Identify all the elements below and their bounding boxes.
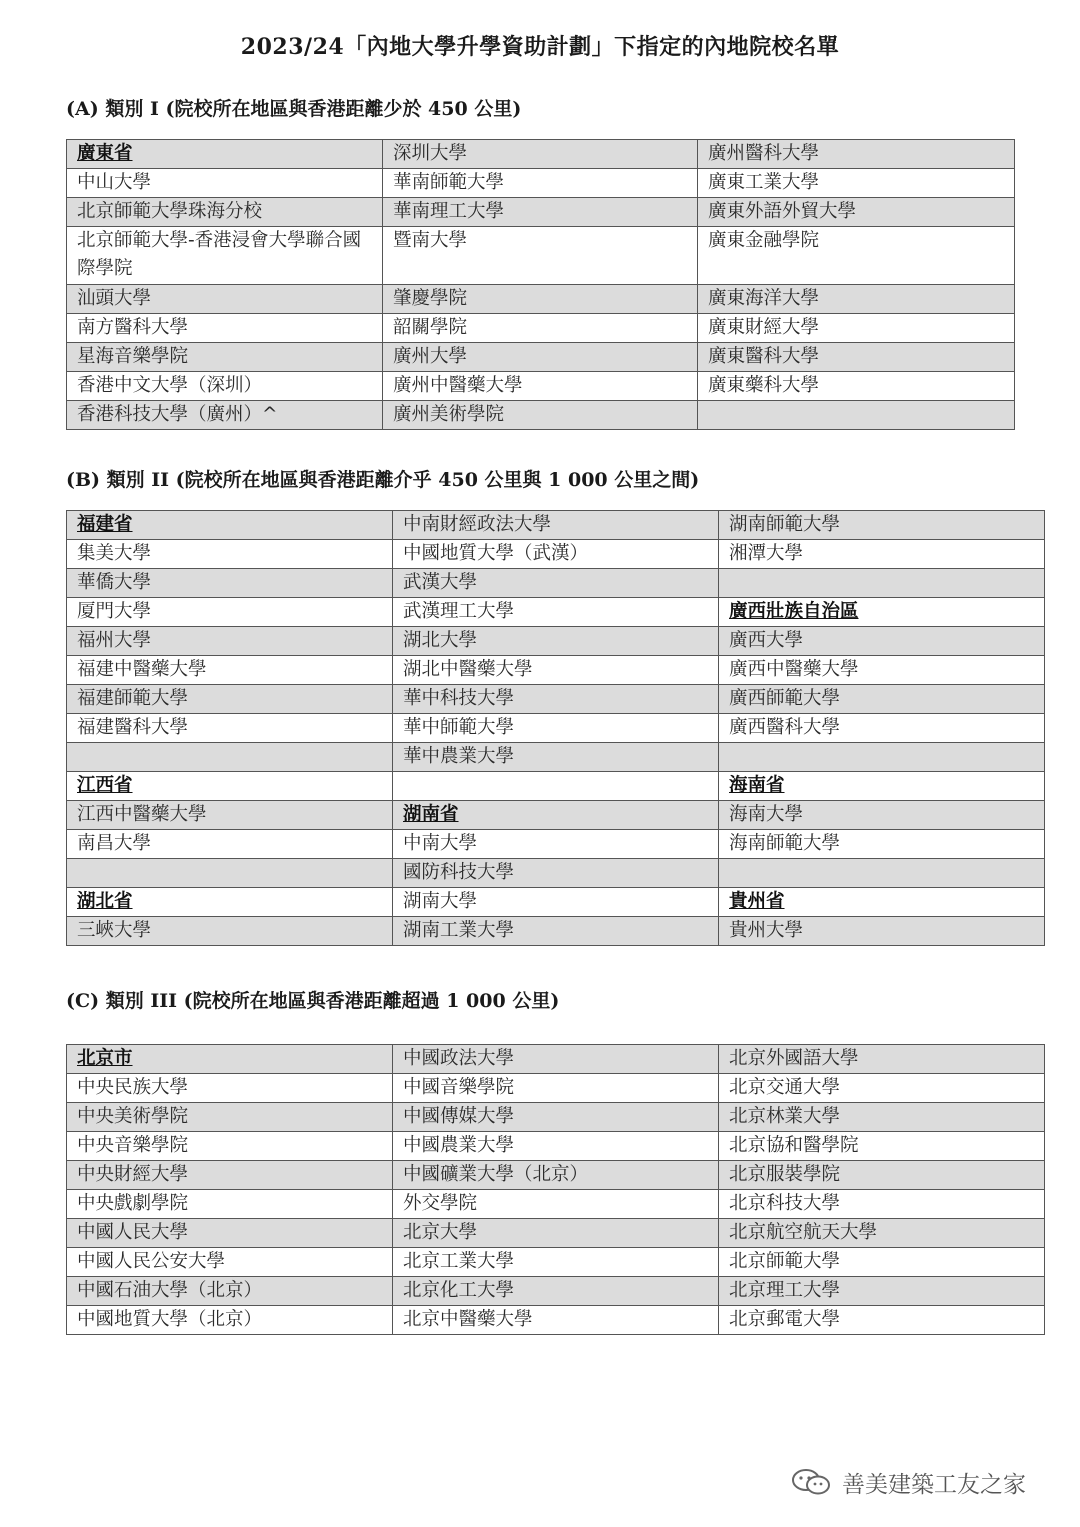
watermark-text: 善美建築工友之家 [842, 1471, 1026, 1498]
institution-name: 中山大學 [77, 172, 152, 193]
institution-name: 中央戲劇學院 [77, 1193, 189, 1214]
institution-name: 海南師範大學 [729, 833, 841, 854]
institution-cell [383, 314, 698, 343]
institution-name: 北京工業大學 [403, 1251, 515, 1272]
institution-cell [393, 1103, 719, 1132]
section-c-heading: (C) 類別 III (院校所在地區與香港距離超過 1 000 公里) [66, 990, 560, 1012]
institution-name: 湖南工業大學 [403, 920, 515, 941]
institution-cell [67, 685, 393, 714]
institution-cell [67, 569, 393, 598]
institution-cell [719, 569, 1045, 598]
institution-cell [719, 743, 1045, 772]
institution-name: 華中農業大學 [403, 746, 515, 767]
institution-cell [719, 830, 1045, 859]
table-row [67, 343, 1015, 372]
institution-name: 星海音樂學院 [77, 346, 189, 367]
institution-cell [393, 511, 719, 540]
table-row [67, 372, 1015, 401]
institution-name: 北京外國語大學 [729, 1048, 859, 1069]
institution-name: 廣東藥科大學 [708, 375, 820, 396]
watermark [790, 1462, 1060, 1502]
table-row [67, 1161, 1045, 1190]
institution-cell [719, 801, 1045, 830]
institution-cell [393, 859, 719, 888]
section-b-heading: (B) 類別 II (院校所在地區與香港距離介乎 450 公里與 1 000 公里之間) [66, 469, 700, 491]
institution-cell [719, 1103, 1045, 1132]
institution-cell [383, 169, 698, 198]
institution-cell [383, 227, 698, 285]
institution-cell [719, 1074, 1045, 1103]
table-row [67, 1306, 1045, 1335]
institution-cell [393, 598, 719, 627]
institution-cell [393, 1190, 719, 1219]
institution-cell [383, 140, 698, 169]
institution-name: 華僑大學 [77, 572, 152, 593]
institution-name: 廣東財經大學 [708, 317, 820, 338]
institution-name: 韶關學院 [393, 317, 468, 338]
institution-name: 廣西中醫藥大學 [729, 659, 859, 680]
institution-cell [67, 1103, 393, 1132]
institution-cell [67, 227, 383, 285]
province-header-cell [719, 598, 1045, 627]
institution-cell [67, 1132, 393, 1161]
institution-cell [393, 772, 719, 801]
institution-name: 廣州中醫藥大學 [393, 375, 523, 396]
institution-cell [719, 1045, 1045, 1074]
table-row [67, 1248, 1045, 1277]
province-header-cell [719, 888, 1045, 917]
institution-name: 外交學院 [403, 1193, 478, 1214]
table-row [67, 656, 1045, 685]
province-name: 湖北省 [77, 891, 133, 912]
institution-name: 肇慶學院 [393, 288, 468, 309]
province-name: 湖南省 [403, 804, 459, 825]
institution-name: 廣州美術學院 [393, 404, 505, 425]
institution-cell [67, 801, 393, 830]
institution-cell [698, 227, 1015, 285]
institution-cell [698, 169, 1015, 198]
province-name: 福建省 [77, 514, 133, 535]
institution-name: 北京師範大學-香港浸會大學聯合國際學院 [77, 230, 362, 279]
institution-cell [383, 343, 698, 372]
table-row [67, 1103, 1045, 1132]
institution-name: 北京大學 [403, 1222, 478, 1243]
institution-name: 中央美術學院 [77, 1106, 189, 1127]
table-row [67, 227, 1015, 285]
institution-name: 福州大學 [77, 630, 152, 651]
institution-cell [719, 627, 1045, 656]
table-row [67, 627, 1045, 656]
institution-cell [719, 1161, 1045, 1190]
institution-cell [383, 401, 698, 430]
institution-cell [67, 540, 393, 569]
table-row [67, 169, 1015, 198]
institution-cell [719, 1190, 1045, 1219]
institution-cell [383, 285, 698, 314]
institution-name: 汕頭大學 [77, 288, 152, 309]
institution-cell [393, 1219, 719, 1248]
province-header-cell [393, 801, 719, 830]
institution-name: 湖南大學 [403, 891, 478, 912]
institution-name: 福建中醫藥大學 [77, 659, 207, 680]
institution-name: 華中師範大學 [403, 717, 515, 738]
institution-cell [67, 598, 393, 627]
institution-cell [67, 627, 393, 656]
institution-cell [719, 656, 1045, 685]
institution-name: 中國礦業大學（北京） [403, 1164, 589, 1185]
table-row [67, 540, 1045, 569]
institution-name: 中央財經大學 [77, 1164, 189, 1185]
institution-name: 廣西醫科大學 [729, 717, 841, 738]
institution-name: 集美大學 [77, 543, 152, 564]
institution-cell [67, 714, 393, 743]
institution-cell [67, 314, 383, 343]
institution-name: 廣東海洋大學 [708, 288, 820, 309]
institution-name: 湖北中醫藥大學 [403, 659, 533, 680]
table-row [67, 598, 1045, 627]
institution-name: 華南師範大學 [393, 172, 505, 193]
institution-cell [393, 1306, 719, 1335]
institution-name: 湖北大學 [403, 630, 478, 651]
institution-cell [719, 1306, 1045, 1335]
province-name: 北京市 [77, 1048, 133, 1069]
province-name: 廣東省 [77, 143, 133, 164]
institution-name: 北京林業大學 [729, 1106, 841, 1127]
institution-name: 福建醫科大學 [77, 717, 189, 738]
table-row [67, 1219, 1045, 1248]
institution-cell [719, 714, 1045, 743]
institution-cell [719, 1132, 1045, 1161]
institution-name: 廣東工業大學 [708, 172, 820, 193]
category-2-table [66, 510, 1045, 946]
institution-name: 中國地質大學（武漢） [403, 543, 589, 564]
category-1-table [66, 139, 1015, 430]
institution-name: 華南理工大學 [393, 201, 505, 222]
table-row [67, 314, 1015, 343]
institution-cell [393, 1161, 719, 1190]
institution-cell [393, 1248, 719, 1277]
institution-name: 北京協和醫學院 [729, 1135, 859, 1156]
institution-cell [383, 198, 698, 227]
institution-cell [393, 743, 719, 772]
institution-cell [67, 343, 383, 372]
institution-cell [393, 1074, 719, 1103]
institution-name: 香港科技大學（廣州）^ [77, 404, 278, 425]
institution-cell [393, 685, 719, 714]
institution-name: 中南財經政法大學 [403, 514, 552, 535]
institution-cell [698, 285, 1015, 314]
institution-cell [698, 372, 1015, 401]
institution-name: 南方醫科大學 [77, 317, 189, 338]
table-row [67, 1190, 1045, 1219]
table-row [67, 1074, 1045, 1103]
table-row [67, 859, 1045, 888]
institution-name: 香港中文大學（深圳） [77, 375, 263, 396]
province-name: 海南省 [729, 775, 785, 796]
table-row [67, 1045, 1045, 1074]
institution-cell [67, 198, 383, 227]
province-name: 廣西壯族自治區 [729, 601, 859, 622]
institution-cell [719, 1277, 1045, 1306]
institution-name: 中國政法大學 [403, 1048, 515, 1069]
institution-cell [67, 1190, 393, 1219]
institution-name: 廣西師範大學 [729, 688, 841, 709]
institution-cell [393, 888, 719, 917]
institution-name: 中央民族大學 [77, 1077, 189, 1098]
institution-cell [393, 714, 719, 743]
institution-cell [67, 285, 383, 314]
institution-name: 南昌大學 [77, 833, 152, 854]
institution-name: 北京科技大學 [729, 1193, 841, 1214]
institution-name: 貴州大學 [729, 920, 804, 941]
institution-cell [67, 917, 393, 946]
institution-name: 中央音樂學院 [77, 1135, 189, 1156]
section-a-heading: (A) 類別 I (院校所在地區與香港距離少於 450 公里) [66, 98, 522, 120]
province-header-cell [719, 772, 1045, 801]
institution-name: 三峽大學 [77, 920, 152, 941]
province-header-cell [67, 140, 383, 169]
category-3-table [66, 1044, 1045, 1335]
institution-name: 暨南大學 [393, 230, 468, 251]
institution-name: 北京理工大學 [729, 1280, 841, 1301]
table-row [67, 511, 1045, 540]
institution-name: 中南大學 [403, 833, 478, 854]
institution-cell [67, 656, 393, 685]
institution-name: 廣西大學 [729, 630, 804, 651]
province-name: 貴州省 [729, 891, 785, 912]
institution-cell [67, 743, 393, 772]
institution-cell [67, 830, 393, 859]
institution-name: 北京服裝學院 [729, 1164, 841, 1185]
institution-cell [698, 314, 1015, 343]
table-row [67, 917, 1045, 946]
institution-name: 中國音樂學院 [403, 1077, 515, 1098]
institution-cell [393, 569, 719, 598]
institution-name: 武漢理工大學 [403, 601, 515, 622]
province-name: 江西省 [77, 775, 133, 796]
institution-name: 中國傳媒大學 [403, 1106, 515, 1127]
institution-cell [393, 917, 719, 946]
institution-name: 海南大學 [729, 804, 804, 825]
table-row [67, 401, 1015, 430]
institution-cell [719, 859, 1045, 888]
wechat-icon [790, 1467, 834, 1497]
institution-cell [393, 627, 719, 656]
table-row [67, 772, 1045, 801]
institution-cell [67, 859, 393, 888]
institution-name: 福建師範大學 [77, 688, 189, 709]
table-row [67, 569, 1045, 598]
table-row [67, 285, 1015, 314]
institution-cell [393, 1045, 719, 1074]
institution-cell [67, 372, 383, 401]
institution-cell [67, 1248, 393, 1277]
institution-cell [698, 198, 1015, 227]
institution-name: 國防科技大學 [403, 862, 515, 883]
institution-cell [383, 372, 698, 401]
province-header-cell [67, 511, 393, 540]
institution-cell [698, 401, 1015, 430]
institution-cell [719, 917, 1045, 946]
table-row [67, 140, 1015, 169]
institution-cell [393, 1132, 719, 1161]
institution-cell [67, 1074, 393, 1103]
table-row [67, 830, 1045, 859]
institution-cell [719, 540, 1045, 569]
institution-name: 華中科技大學 [403, 688, 515, 709]
institution-cell [67, 1306, 393, 1335]
institution-cell [698, 140, 1015, 169]
table-row [67, 743, 1045, 772]
table-row [67, 888, 1045, 917]
institution-name: 北京化工大學 [403, 1280, 515, 1301]
institution-cell [719, 685, 1045, 714]
institution-name: 中國人民大學 [77, 1222, 189, 1243]
institution-name: 廣東醫科大學 [708, 346, 820, 367]
province-header-cell [67, 772, 393, 801]
institution-name: 中國石油大學（北京） [77, 1280, 263, 1301]
institution-name: 武漢大學 [403, 572, 478, 593]
institution-name: 北京師範大學珠海分校 [77, 201, 263, 222]
institution-name: 北京交通大學 [729, 1077, 841, 1098]
institution-name: 深圳大學 [393, 143, 468, 164]
institution-name: 中國人民公安大學 [77, 1251, 226, 1272]
institution-name: 湖南師範大學 [729, 514, 841, 535]
province-header-cell [67, 1045, 393, 1074]
institution-name: 湘潭大學 [729, 543, 804, 564]
institution-name: 廣東外語外貿大學 [708, 201, 857, 222]
institution-cell [393, 830, 719, 859]
institution-name: 北京中醫藥大學 [403, 1309, 533, 1330]
table-row [67, 685, 1045, 714]
institution-cell [67, 1161, 393, 1190]
institution-cell [719, 1219, 1045, 1248]
institution-cell [698, 343, 1015, 372]
table-row [67, 198, 1015, 227]
institution-cell [67, 401, 383, 430]
institution-name: 北京郵電大學 [729, 1309, 841, 1330]
institution-name: 厦門大學 [77, 601, 152, 622]
institution-cell [719, 511, 1045, 540]
institution-name: 北京師範大學 [729, 1251, 841, 1272]
institution-cell [393, 656, 719, 685]
institution-name: 中國地質大學（北京） [77, 1309, 263, 1330]
institution-name: 北京航空航天大學 [729, 1222, 878, 1243]
institution-name: 廣州醫科大學 [708, 143, 820, 164]
institution-cell [67, 169, 383, 198]
institution-name: 廣州大學 [393, 346, 468, 367]
table-row [67, 1277, 1045, 1306]
page-title: 2023/24「內地大學升學資助計劃」下指定的內地院校名單 [240, 34, 840, 60]
table-row [67, 801, 1045, 830]
institution-cell [393, 1277, 719, 1306]
province-header-cell [67, 888, 393, 917]
institution-name: 中國農業大學 [403, 1135, 515, 1156]
institution-cell [67, 1277, 393, 1306]
table-row [67, 714, 1045, 743]
institution-name: 江西中醫藥大學 [77, 804, 207, 825]
institution-cell [67, 1219, 393, 1248]
institution-cell [719, 1248, 1045, 1277]
institution-name: 廣東金融學院 [708, 230, 820, 251]
institution-cell [393, 540, 719, 569]
table-row [67, 1132, 1045, 1161]
